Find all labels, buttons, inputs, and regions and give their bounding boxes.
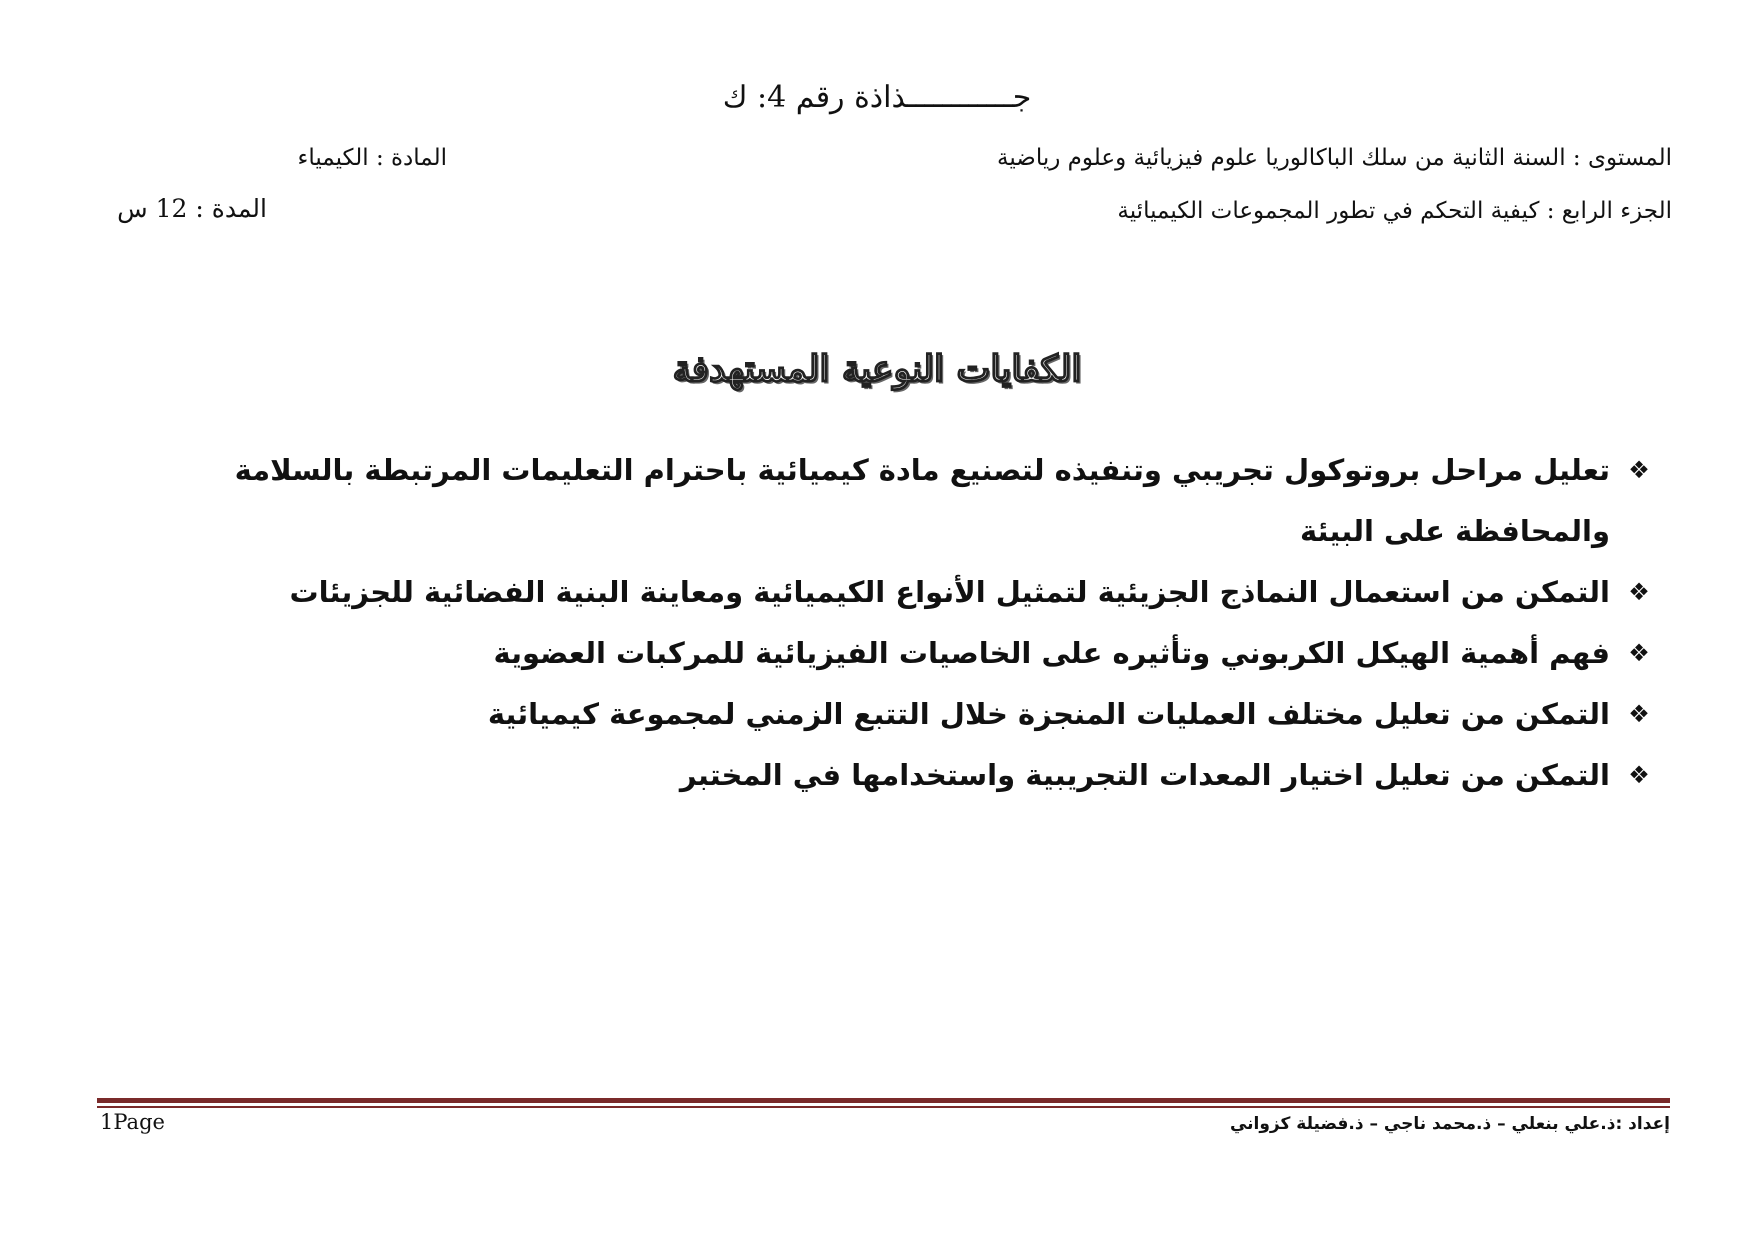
document-title: جــــــــــــذاذة رقم 4: ك bbox=[722, 80, 1032, 115]
page-number: 1Page bbox=[100, 1110, 165, 1134]
objective-text: تعليل مراحل بروتوكول تجريبي وتنفيذه لتصنيع مادة كيميائية باحترام التعليمات المرتبطة بالسلامة والمحافظة على البيئة bbox=[234, 453, 1610, 548]
objective-item bbox=[72, 440, 1672, 562]
section-heading: الكفايات النوعية المستهدفة bbox=[672, 348, 1082, 390]
objective-text: فهم أهمية الهيكل الكربوني وتأثيره على الخاصيات الفيزيائية للمركبات العضوية bbox=[493, 636, 1610, 670]
subject-line: المادة : الكيمياء bbox=[297, 145, 447, 171]
footer-divider-thin bbox=[97, 1106, 1670, 1108]
duration-line: المدة : 12 س bbox=[117, 194, 267, 223]
diamond-bullet-icon: ❖ bbox=[1628, 700, 1650, 728]
footer-divider-thick bbox=[97, 1098, 1670, 1103]
diamond-bullet-icon: ❖ bbox=[1628, 578, 1650, 606]
part-line: الجزء الرابع : كيفية التحكم في تطور المجموعات الكيميائية bbox=[1117, 198, 1672, 224]
footer-divider bbox=[97, 1098, 1670, 1108]
diamond-bullet-icon: ❖ bbox=[1628, 456, 1650, 484]
objective-item bbox=[72, 684, 1672, 745]
objective-item bbox=[72, 745, 1672, 806]
objective-item bbox=[72, 623, 1672, 684]
diamond-bullet-icon: ❖ bbox=[1628, 761, 1650, 789]
objective-text: التمكن من تعليل اختيار المعدات التجريبية واستخدامها في المختبر bbox=[679, 758, 1610, 792]
objective-text: التمكن من استعمال النماذج الجزيئية لتمثيل الأنواع الكيميائية ومعاينة البنية الفضائية للجزيئات bbox=[289, 575, 1610, 609]
diamond-bullet-icon: ❖ bbox=[1628, 639, 1650, 667]
objective-text: التمكن من تعليل مختلف العمليات المنجزة خلال التتبع الزمني لمجموعة كيميائية bbox=[487, 697, 1610, 731]
objectives-list bbox=[72, 440, 1672, 806]
level-line: المستوى : السنة الثانية من سلك الباكالوريا علوم فيزيائية وعلوم رياضية bbox=[997, 145, 1672, 171]
objective-item bbox=[72, 562, 1672, 623]
footer-authors: إعداد :ذ.علي بنعلي – ذ.محمد ناجي – ذ.فضيلة كزواني bbox=[1229, 1114, 1670, 1134]
